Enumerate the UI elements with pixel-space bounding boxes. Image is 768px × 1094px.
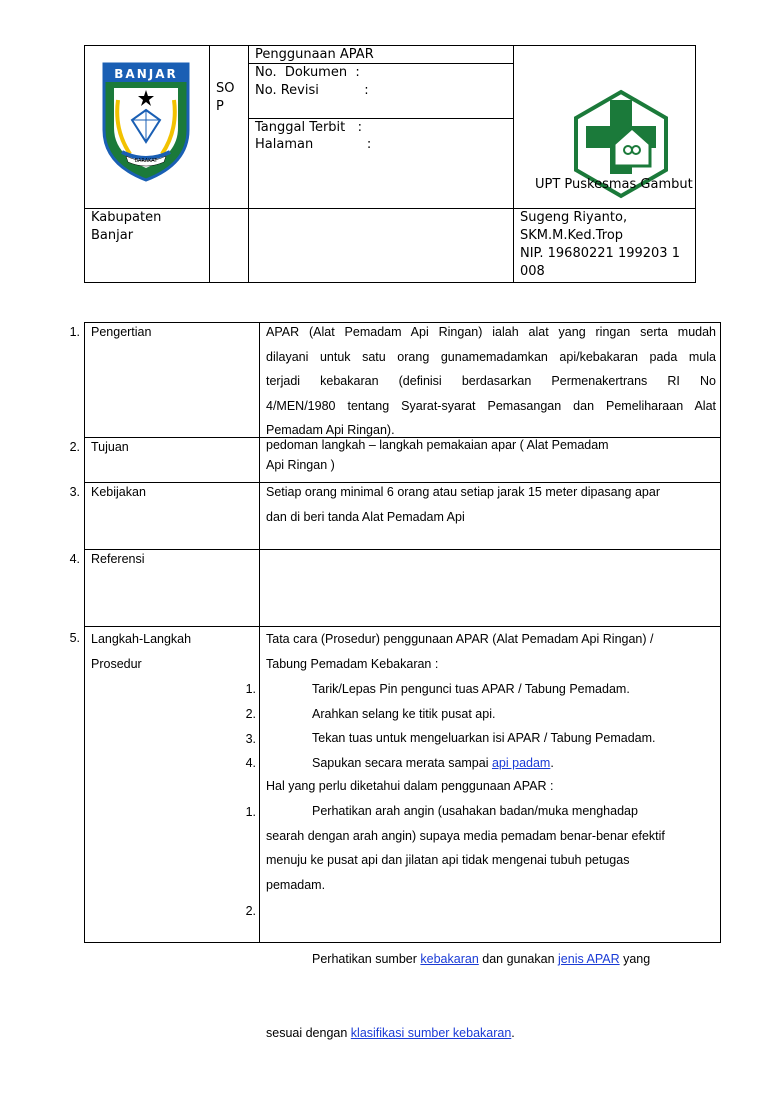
row-label: Langkah-Langkah bbox=[91, 632, 192, 646]
note-number: 2. bbox=[245, 904, 256, 918]
note-text: Perhatikan sumber kebakaran dan gunakan jenis APAR yang sesuai dengan klasifikasi sumber kebakaran. bbox=[266, 952, 651, 1040]
region-line1: Kabupaten bbox=[91, 210, 162, 225]
purpose-text: pedoman langkah – langkah pemakaian apar ( Alat Pemadam Api Ringan ) bbox=[266, 438, 609, 472]
tanggal-terbit-label: Tanggal Terbit : bbox=[255, 120, 363, 135]
region-line2: Banjar bbox=[91, 228, 134, 243]
step-number: 4. bbox=[245, 756, 256, 770]
step-number: 1. bbox=[245, 682, 256, 696]
organization-name: UPT Puskesmas Gambut bbox=[535, 177, 693, 192]
step-number: 3. bbox=[245, 732, 256, 746]
row-label: Kebijakan bbox=[91, 485, 146, 499]
kebakaran-link[interactable]: kebakaran bbox=[420, 952, 479, 966]
row-number: 1. bbox=[69, 325, 80, 339]
no-revisi-label: No. Revisi : bbox=[255, 83, 369, 98]
klasifikasi-link[interactable]: klasifikasi sumber kebakaran bbox=[350, 1025, 512, 1040]
no-dokumen-label: No. Dokumen : bbox=[255, 65, 360, 80]
api-padam-link[interactable]: api padam bbox=[491, 756, 551, 770]
definition-text: APAR (Alat Pemadam Api Ringan) ialah alat yang ringan serta mudah dilayani untuk satu orang gunamemadamkan api/kebakaran pada mula terjadi kebakaran (definisi berdasarkan Permenakertrans RI No 4/MEN/1980 tentang Syarat-syarat Pemasangan dan Pemeliharaan Alat Pemadam Api Ringan). bbox=[266, 325, 716, 437]
signer-nip: NIP. 19680221 199203 1 bbox=[520, 246, 680, 261]
row-number: 5. bbox=[69, 631, 80, 645]
row-label: Prosedur bbox=[91, 657, 142, 671]
note-number: 1. bbox=[245, 805, 256, 819]
step-number: 2. bbox=[245, 707, 256, 721]
halaman-label: Halaman : bbox=[255, 137, 372, 152]
jenis-apar-link[interactable]: jenis APAR bbox=[558, 952, 620, 966]
row-label: Tujuan bbox=[91, 440, 129, 454]
document-title: Penggunaan APAR bbox=[255, 47, 374, 62]
signer-name: Sugeng Riyanto, bbox=[520, 210, 628, 225]
signer-nip-cont: 008 bbox=[520, 264, 545, 279]
step-text: Tarik/Lepas Pin pengunci tuas APAR / Tabung Pemadam. bbox=[312, 682, 630, 696]
sop-label: SO P bbox=[216, 81, 235, 114]
row-label: Pengertian bbox=[91, 325, 152, 339]
row-number: 2. bbox=[69, 440, 80, 454]
row-label: Referensi bbox=[91, 552, 145, 566]
step-text: Tekan tuas untuk mengeluarkan isi APAR / Tabung Pemadam. bbox=[312, 731, 656, 745]
note-text: Perhatikan arah angin (usahakan badan/muka menghadap searah dengan arah angin) supaya media pemadam benar-benar efektif menuju ke pusat api dan jilatan api tidak mengenai tubuh petugas pemadam. bbox=[266, 804, 665, 892]
procedure-intro: Tata cara (Prosedur) penggunaan APAR (Alat Pemadam Api Ringan) / Tabung Pemadam Kebakaran : bbox=[266, 632, 654, 671]
row-number: 3. bbox=[69, 485, 80, 499]
step-text: Sapukan secara merata sampai api padam. bbox=[312, 756, 554, 770]
logo-ribbon-text: BARAKAT bbox=[134, 158, 158, 164]
banjar-logo bbox=[100, 60, 192, 182]
logo-title-text: BANJAR bbox=[114, 67, 178, 81]
signer-title: SKM.M.Ked.Trop bbox=[520, 228, 624, 243]
notes-title: Hal yang perlu diketahui dalam penggunaan APAR : bbox=[266, 779, 554, 793]
policy-text: Setiap orang minimal 6 orang atau setiap jarak 15 meter dipasang apar dan di beri tanda Alat Pemadam Api bbox=[266, 485, 660, 524]
step-text: Arahkan selang ke titik pusat api. bbox=[312, 707, 496, 721]
row-number: 4. bbox=[69, 552, 80, 566]
